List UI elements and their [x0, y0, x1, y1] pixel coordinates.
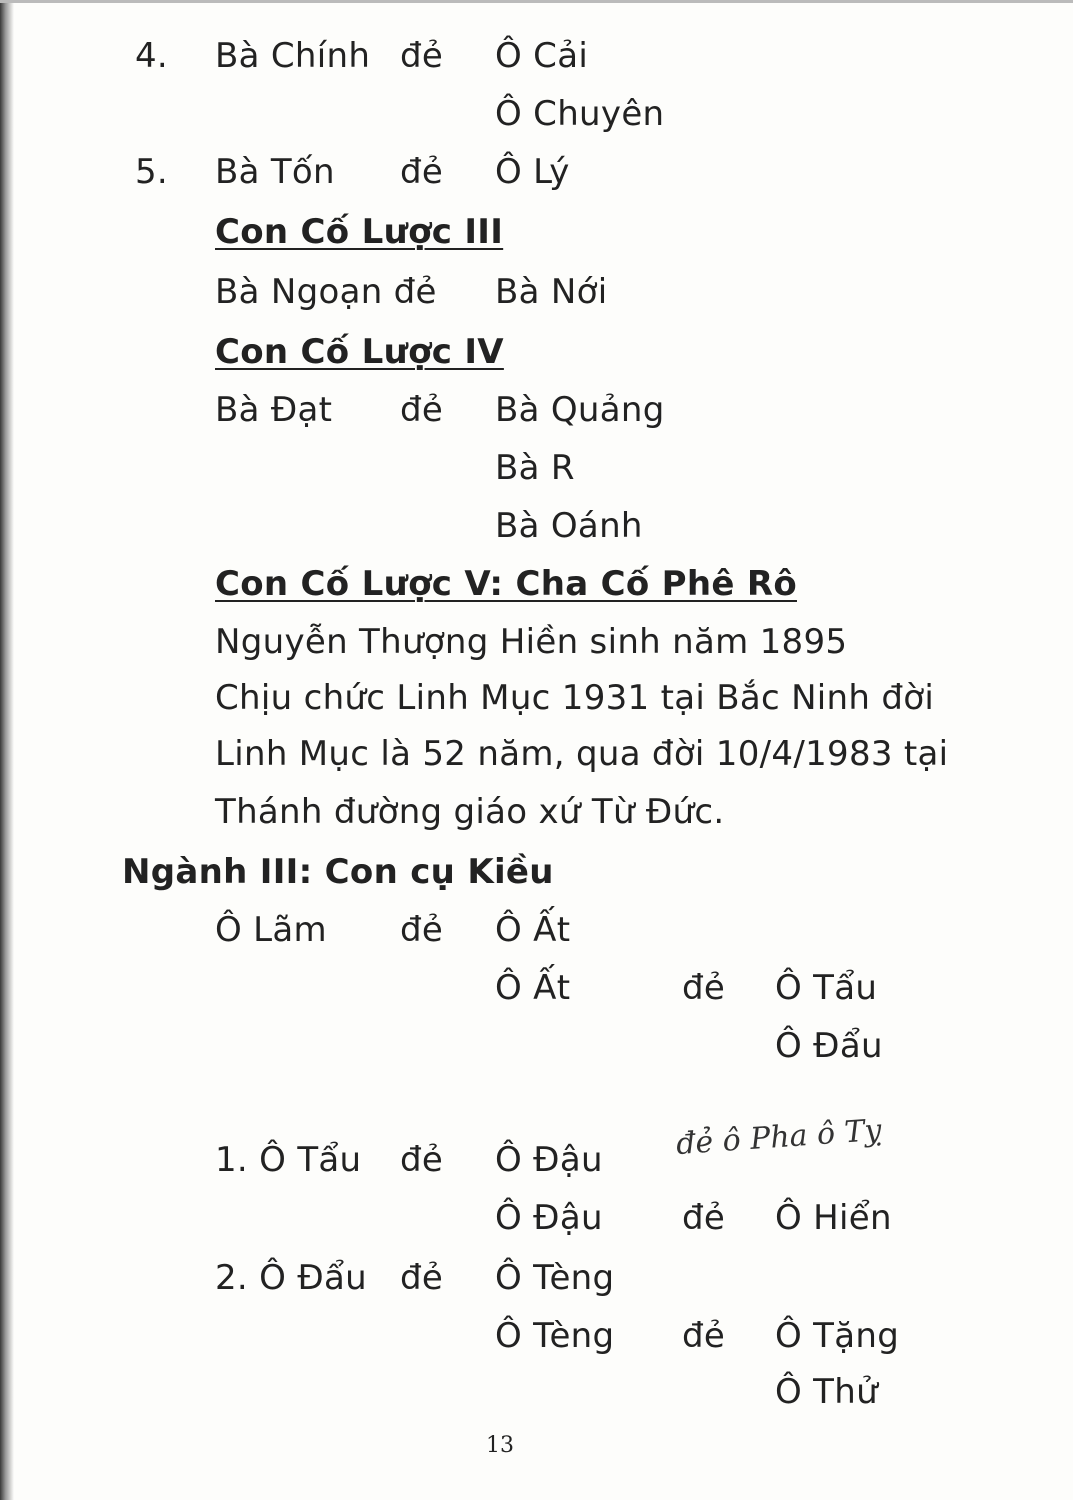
child-name: Ô Tặng — [775, 1316, 900, 1356]
bio-line: Nguyễn Thượng Hiền sinh năm 1895 — [215, 622, 848, 662]
parent-name: Bà Chính — [215, 36, 371, 76]
child-name: Bà R — [495, 448, 575, 488]
verb: đẻ — [682, 1316, 726, 1356]
child-name: Ô Chuyên — [495, 94, 665, 134]
parent-name: Bà Tốn — [215, 152, 335, 192]
bio-line: Chịu chức Linh Mục 1931 tại Bắc Ninh đời — [215, 678, 935, 718]
bio-line: Linh Mục là 52 năm, qua đời 10/4/1983 tại — [215, 734, 949, 774]
page-top-edge — [0, 0, 1073, 3]
child-name: Ô Cải — [495, 36, 589, 76]
page-binding-edge — [0, 0, 14, 1500]
parent-name: 1. Ô Tẩu — [215, 1140, 362, 1180]
verb: đẻ — [400, 1140, 444, 1180]
child-name: Ô Tẩu — [775, 968, 878, 1008]
child-name: Bà Nới — [495, 272, 608, 312]
child-name: Bà Quảng — [495, 390, 665, 430]
section-heading: Con Cố Lược III — [215, 212, 504, 252]
parent-name: 2. Ô Đẩu — [215, 1258, 367, 1298]
section-heading: Con Cố Lược IV — [215, 332, 504, 372]
section-heading: Con Cố Lược V: Cha Cố Phê Rô — [215, 564, 797, 604]
child-name: Ô Tèng — [495, 1258, 615, 1298]
child-name: Ô Đậu — [495, 1140, 603, 1180]
child-name: Ô Ất — [495, 910, 571, 950]
verb: đẻ — [400, 1258, 444, 1298]
verb: đẻ — [682, 968, 726, 1008]
child-name: Bà Oánh — [495, 506, 643, 546]
parent-name: Ô Ất — [495, 968, 571, 1008]
child-name: Ô Hiển — [775, 1198, 892, 1238]
parent-name: Bà Ngoạn đẻ — [215, 272, 437, 312]
bio-line: Thánh đường giáo xứ Từ Đức. — [215, 792, 725, 832]
child-name: Ô Đẩu — [775, 1026, 883, 1066]
branch-heading: Ngành III: Con cụ Kiều — [122, 852, 554, 892]
page-number: 13 — [486, 1433, 514, 1458]
parent-name: Ô Tèng — [495, 1316, 615, 1356]
parent-name: Ô Lãm — [215, 910, 327, 950]
verb: đẻ — [400, 152, 444, 192]
verb: đẻ — [400, 910, 444, 950]
handwritten-note: đẻ ô Pha ô Tỵ — [675, 1112, 883, 1163]
verb: đẻ — [682, 1198, 726, 1238]
verb: đẻ — [400, 390, 444, 430]
child-name: Ô Thử — [775, 1372, 878, 1412]
entry-number: 4. — [135, 36, 169, 76]
parent-name: Ô Đậu — [495, 1198, 603, 1238]
parent-name: Bà Đạt — [215, 390, 333, 430]
child-name: Ô Lý — [495, 152, 570, 192]
entry-number: 5. — [135, 152, 169, 192]
verb: đẻ — [400, 36, 444, 76]
